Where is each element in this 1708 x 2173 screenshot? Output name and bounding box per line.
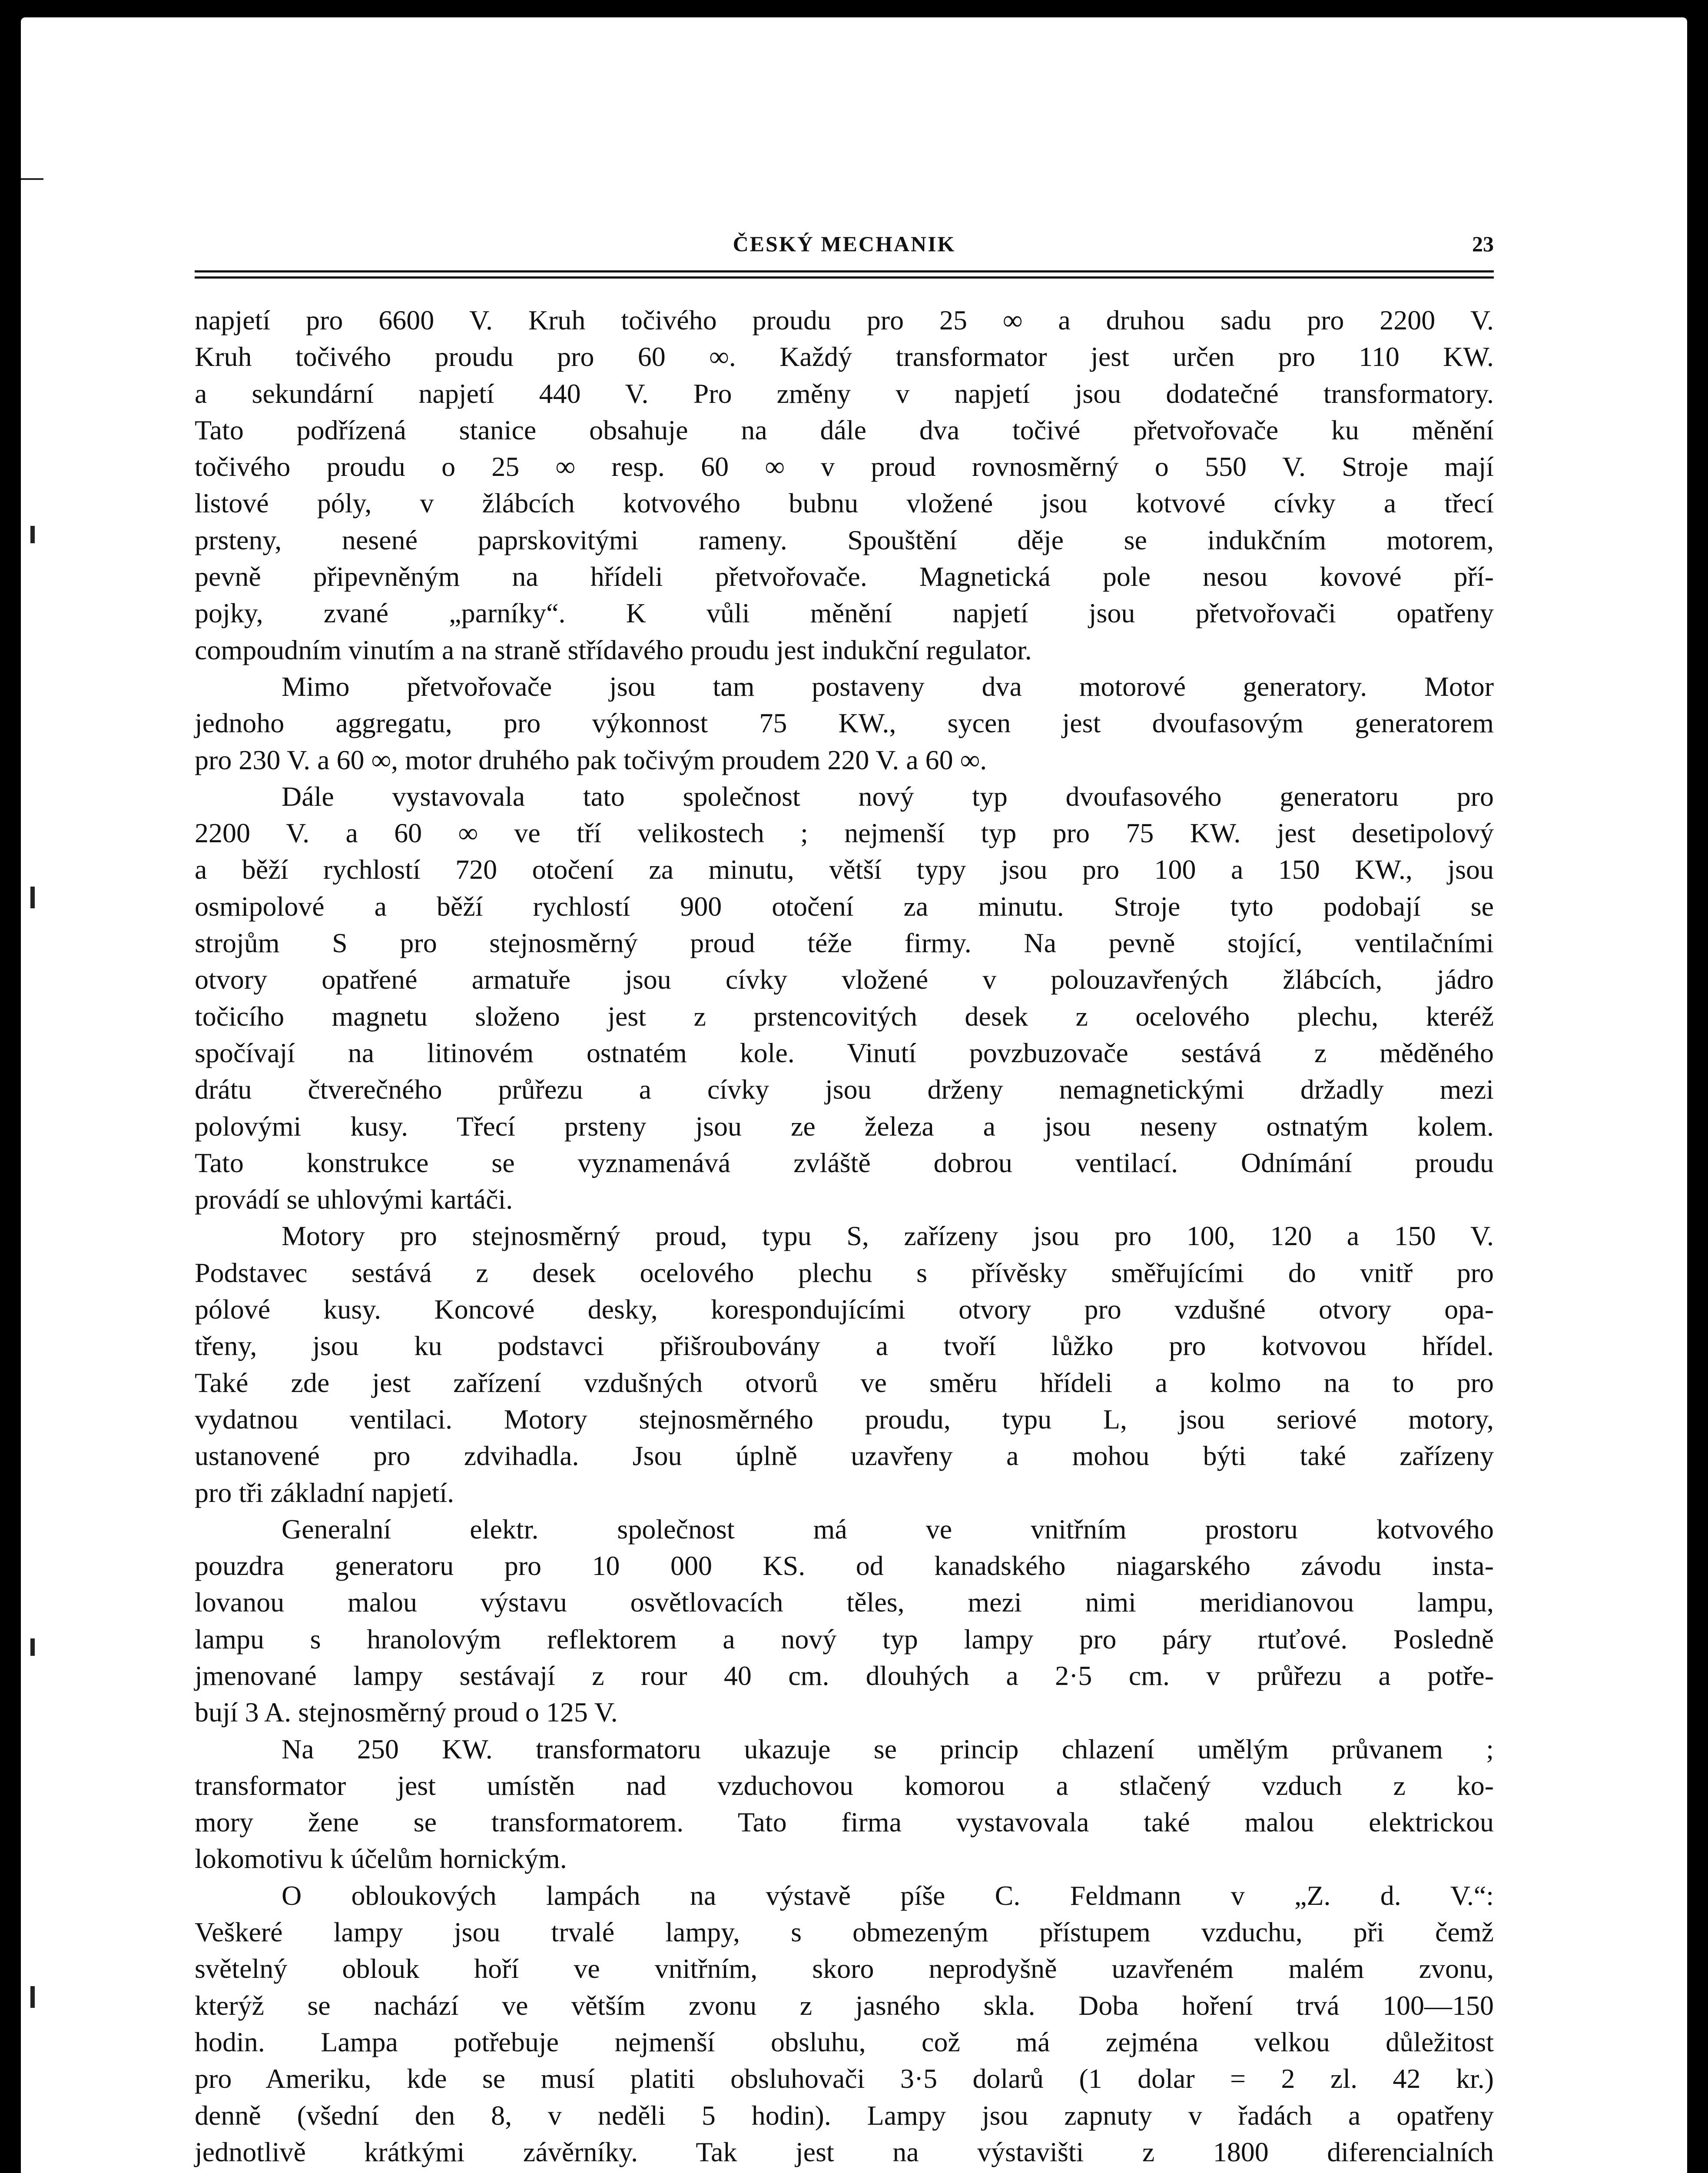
text-line: pro 230 V. a 60 ∞, motor druhého pak točivým proudem 220 V. a 60 ∞. [195, 744, 987, 775]
text-line: kterýž se nachází ve větším zvonu z jasného skla. Doba hoření trvá 100—150 [195, 1990, 1494, 2021]
text-line: ustanovené pro zdvihadla. Jsou úplně uzavřeny a mohou býti také zařízeny [195, 1440, 1494, 1472]
text-line: Dále vystavovala tato společnost nový typ dvoufasového generatoru pro [282, 781, 1494, 812]
text-line: drátu čtverečného průřezu a cívky jsou drženy nemagnetickými držadly mezi [195, 1074, 1494, 1105]
scan-margin-mark [30, 887, 35, 908]
page-number: 23 [1472, 232, 1494, 256]
header-rule-lower [195, 276, 1494, 279]
text-line: jmenované lampy sestávají z rour 40 cm. dlouhých a 2·5 cm. v průřezu a potře- [195, 1660, 1494, 1691]
text-line: Motory pro stejnosměrný proud, typu S, zařízeny jsou pro 100, 120 a 150 V. [282, 1220, 1494, 1252]
text-line: transformator jest umístěn nad vzduchovou komorou a stlačený vzduch z ko- [195, 1770, 1494, 1801]
scan-margin-mark [21, 178, 43, 180]
text-line: lampu s hranolovým reflektorem a nový typ lampy pro páry rtuťové. Posledně [195, 1623, 1494, 1655]
text-line: pólové kusy. Koncové desky, korespondujícími otvory pro vzdušné otvory opa- [195, 1294, 1494, 1325]
text-line: polovými kusy. Třecí prsteny jsou ze železa a jsou neseny ostnatým kolem. [195, 1110, 1494, 1142]
text-line: třeny, jsou ku podstavci přišroubovány a tvoří lůžko pro kotvovou hřídel. [195, 1330, 1494, 1362]
text-line: Generalní elektr. společnost má ve vnitřním prostoru kotvového [282, 1513, 1494, 1545]
text-line: točicího magnetu složeno jest z prstencovitých desek z ocelového plechu, kteréž [195, 1000, 1494, 1032]
text-line: osmipolové a běží rychlostí 900 otočení za minutu. Stroje tyto podobají se [195, 890, 1494, 922]
text-line: točivého proudu o 25 ∞ resp. 60 ∞ v proud rovnosměrný o 550 V. Stroje mají [195, 451, 1494, 482]
scan-margin-mark [30, 526, 35, 543]
text-line: O obloukových lampách na výstavě píše C. Feldmann v „Z. d. V.“: [282, 1880, 1494, 1911]
text-line: Také zde jest zařízení vzdušných otvorů ve směru hřídeli a kolmo na to pro [195, 1367, 1494, 1398]
text-line: hodin. Lampa potřebuje nejmenší obsluhu, což má zejména velkou důležitost [195, 2026, 1494, 2057]
text-line: Tato podřízená stanice obsahuje na dále dva točivé přetvořovače ku měnění [195, 414, 1494, 445]
header-rule-upper [195, 270, 1494, 272]
text-line: Tato konstrukce se vyznamenává zvláště dobrou ventilací. Odnímání proudu [195, 1147, 1494, 1178]
text-line: Kruh točivého proudu pro 60 ∞. Každý transformator jest určen pro 110 KW. [195, 341, 1494, 372]
text-line: spočívají na litinovém ostnatém kole. Vinutí povzbuzovače sestává z měděného [195, 1037, 1494, 1068]
text-line: compoudním vinutím a na straně střídavého proudu jest indukční regulator. [195, 634, 1032, 665]
journal-title: ČESKÝ MECHANIK [733, 232, 956, 256]
text-line: provádí se uhlovými kartáči. [195, 1184, 513, 1215]
text-line: a sekundární napjetí 440 V. Pro změny v napjetí jsou dodatečné transformatory. [195, 378, 1494, 409]
running-header [195, 216, 1494, 269]
text-line: denně (všední den 8, v neděli 5 hodin). Lampy jsou zapnuty v řadách a opatřeny [195, 2100, 1494, 2131]
book-page [21, 17, 1687, 2173]
text-line [195, 2170, 1494, 2173]
text-line: vydatnou ventilaci. Motory stejnosměrného proudu, typu L, jsou seriové motory, [195, 1403, 1494, 1435]
article-body [195, 302, 1494, 2173]
text-line: strojům S pro stejnosměrný proud téže firmy. Na pevně stojící, ventilačními [195, 927, 1494, 959]
text-line: a běží rychlostí 720 otočení za minutu, větší typy jsou pro 100 a 150 KW., jsou [195, 854, 1494, 885]
text-line: Podstavec sestává z desek ocelového plechu s přívěsky směřujícími do vnitř pro [195, 1257, 1494, 1288]
scan-margin-mark [30, 1986, 35, 2008]
text-line: jednoho aggregatu, pro výkonnost 75 KW., sycen jest dvoufasovým generatorem [195, 708, 1494, 739]
text-line: pro Ameriku, kde se musí platiti obsluhovači 3·5 dolarů (1 dolar = 2 zl. 42 kr.) [195, 2063, 1494, 2094]
text-line: Veškeré lampy jsou trvalé lampy, s obmezeným přístupem vzduchu, při čemž [195, 1917, 1494, 1948]
text-line: světelný oblouk hoří ve vnitřním, skoro neprodyšně uzavřeném malém zvonu, [195, 1953, 1494, 1984]
text-line: Na 250 KW. transformatoru ukazuje se princip chlazení umělým průvanem ; [282, 1733, 1494, 1764]
scan-margin-mark [30, 1638, 35, 1656]
text-line: pouzdra generatoru pro 10 000 KS. od kanadského niagarského závodu insta- [195, 1550, 1494, 1582]
text-line: pevně připevněným na hřídeli přetvořovače. Magnetická pole nesou kovové pří- [195, 561, 1494, 592]
text-line: prsteny, nesené paprskovitými rameny. Spouštění děje se indukčním motorem, [195, 524, 1494, 555]
text-line: pojky, zvané „parníky“. K vůli měnění napjetí jsou přetvořovači opatřeny [195, 598, 1494, 629]
text-line: napjetí pro 6600 V. Kruh točivého proudu pro 25 ∞ a druhou sadu pro 2200 V. [195, 305, 1494, 336]
text-line: otvory opatřené armatuře jsou cívky vložené v polouzavřených žlábcích, jádro [195, 964, 1494, 995]
text-line: mory žene se transformatorem. Tato firma vystavovala také malou elektrickou [195, 1807, 1494, 1838]
text-line: jednotlivě krátkými závěrníky. Tak jest na výstavišti z 1800 diferencialních [195, 2136, 1494, 2167]
text-line: Mimo přetvořovače jsou tam postaveny dva motorové generatory. Motor [282, 671, 1494, 702]
text-line: bují 3 A. stejnosměrný proud o 125 V. [195, 1697, 618, 1728]
text-line: pro tři základní napjetí. [195, 1477, 454, 1508]
text-line: lokomotivu k účelům hornickým. [195, 1843, 567, 1874]
text-line: 2200 V. a 60 ∞ ve tří velikostech ; nejmenší typ pro 75 KW. jest desetipolový [195, 817, 1494, 849]
text-line: lovanou malou výstavu osvětlovacích těles, mezi nimi meridianovou lampu, [195, 1587, 1494, 1618]
text-line: listové póly, v žlábcích kotvového bubnu vložené jsou kotvové cívky a třecí [195, 488, 1494, 519]
